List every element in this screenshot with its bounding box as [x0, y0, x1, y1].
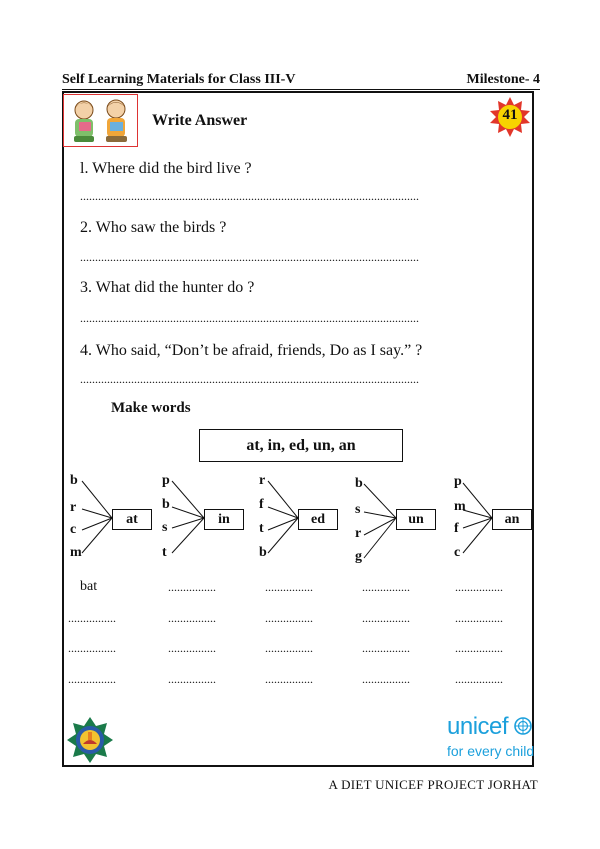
header-left: Self Learning Materials for Class III-V	[62, 72, 296, 87]
blank-r3c3[interactable]: ................	[265, 641, 313, 655]
letter-ed-1: r	[259, 473, 266, 488]
blank-r1c3[interactable]: ................	[265, 580, 313, 594]
blank-r4c3[interactable]: ................	[265, 672, 313, 686]
letter-at-4: m	[70, 545, 82, 560]
letter-an-4: c	[454, 545, 461, 560]
diet-logo	[66, 716, 114, 764]
answer-line-2[interactable]: .................................................................................................................	[80, 250, 419, 264]
question-3: 3. What did the hunter do ?	[80, 279, 255, 296]
ending-box-at: at	[112, 509, 152, 530]
question-2: 2. Who saw the birds ?	[80, 219, 227, 236]
unicef-name: unicef	[447, 713, 509, 740]
letter-an-1: p	[454, 474, 462, 489]
ending-box-in: in	[204, 509, 244, 530]
answer-line-3[interactable]: .................................................................................................................	[80, 311, 419, 325]
ending-box-ed: ed	[298, 509, 338, 530]
letter-at-2: r	[70, 500, 77, 515]
letter-in-4: t	[162, 545, 167, 560]
endings-box: at, in, ed, un, an	[199, 429, 403, 462]
blank-r3c1[interactable]: ................	[68, 641, 116, 655]
kids-reading-icon	[64, 95, 137, 146]
question-1: l. Where did the bird live ?	[80, 160, 252, 177]
blank-r4c5[interactable]: ................	[455, 672, 503, 686]
letter-in-1: p	[162, 473, 170, 488]
letter-ed-2: f	[259, 497, 264, 512]
blank-r3c5[interactable]: ................	[455, 641, 503, 655]
letter-in-3: s	[162, 520, 168, 535]
answer-line-1[interactable]: .................................................................................................................	[80, 189, 419, 203]
make-words-title: Make words	[111, 400, 191, 416]
blank-r2c4[interactable]: ................	[362, 611, 410, 625]
blank-r4c4[interactable]: ................	[362, 672, 410, 686]
write-answer-title: Write Answer	[152, 112, 248, 129]
header-right: Milestone- 4	[466, 72, 540, 87]
letter-un-1: b	[355, 476, 363, 491]
kids-illustration	[63, 94, 138, 147]
header-rule	[62, 89, 540, 90]
blank-r1c2[interactable]: ................	[168, 580, 216, 594]
letter-at-3: c	[70, 522, 77, 537]
question-4: 4. Who said, “Don’t be afraid, friends, Do as I say.” ?	[80, 342, 423, 359]
page-number-badge	[489, 96, 531, 138]
letter-un-4: g	[355, 549, 362, 564]
page-number: 41	[502, 107, 518, 123]
unicef-logo	[447, 713, 533, 765]
blank-r2c5[interactable]: ................	[455, 611, 503, 625]
footer-text: A DIET UNICEF PROJECT JORHAT	[328, 777, 538, 792]
letter-in-2: b	[162, 497, 170, 512]
blank-r2c1[interactable]: ................	[68, 611, 116, 625]
blank-r1c4[interactable]: ................	[362, 580, 410, 594]
ending-box-an: an	[492, 509, 532, 530]
blank-r1c5[interactable]: ................	[455, 580, 503, 594]
letter-an-2: m	[454, 499, 466, 514]
letter-un-2: s	[355, 502, 361, 517]
letter-ed-4: b	[259, 545, 267, 560]
blank-r2c3[interactable]: ................	[265, 611, 313, 625]
unicef-tagline: for every child	[447, 743, 535, 759]
blank-r4c1[interactable]: ................	[68, 672, 116, 686]
blank-r3c4[interactable]: ................	[362, 641, 410, 655]
ending-box-un: un	[396, 509, 436, 530]
diet-emblem-icon	[66, 716, 114, 764]
blank-r2c2[interactable]: ................	[168, 611, 216, 625]
letter-an-3: f	[454, 521, 459, 536]
blank-r4c2[interactable]: ................	[168, 672, 216, 686]
unicef-emblem-icon	[514, 717, 532, 735]
blank-r3c2[interactable]: ................	[168, 641, 216, 655]
letter-un-3: r	[355, 526, 362, 541]
answer-line-4[interactable]: .................................................................................................................	[80, 372, 419, 386]
letter-at-1: b	[70, 473, 78, 488]
letter-ed-3: t	[259, 521, 264, 536]
example-word: bat	[80, 579, 98, 594]
